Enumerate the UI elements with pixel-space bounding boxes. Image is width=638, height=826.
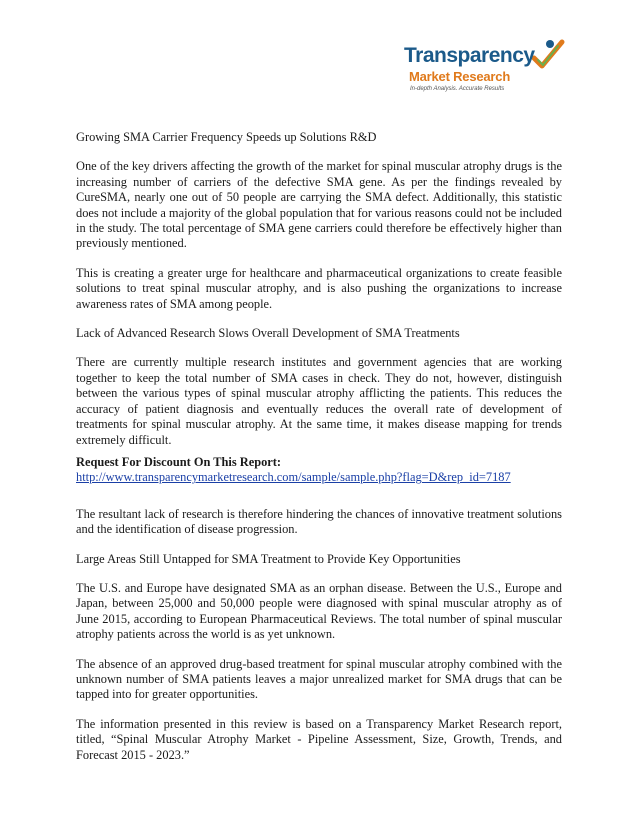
logo-tagline: In-depth Analysis. Accurate Results — [410, 86, 505, 92]
request-discount-link[interactable]: http://www.transparencymarketresearch.com/sample/sample.php?flag=D&rep_id=7187 — [76, 470, 511, 485]
paragraph-research-institutes: There are currently multiple research institutes and government agencies that are working together to keep the total number of SMA cases in check. They do not, however, distinguish between the various types of spinal muscular atrophy afflicting the patients. This reduces the accuracy of patient diagnosis and eventually reduces the overall rate of development of treatments for spinal muscular atrophy. At the same time, it makes disease mapping for trends extremely difficult. — [76, 355, 562, 447]
paragraph-key-drivers: One of the key drivers affecting the growth of the market for spinal muscular atrophy drugs is the increasing number of carriers of the defective SMA gene. As per the findings revealed by CureSMA, nearly one out of 50 people are carrying the SMA defect. Additionally, this statistic does not include a majority of the global population that for various reasons could not be included in the study. The total percentage of SMA gene carriers could therefore be effectively higher than previously mentioned. — [76, 159, 562, 251]
logo-brand-text: Transparency — [404, 44, 535, 67]
paragraph-report-info: The information presented in this review is based on a Transparency Market Research report, titled, “Spinal Muscular Atrophy Market - Pipeline Assessment, Size, Growth, Trends, and Forecast 2015 - 2023.” — [76, 716, 562, 762]
request-discount-block — [76, 455, 562, 486]
logo-subtitle-text: Market Research — [409, 69, 511, 84]
paragraph-orphan-disease: The U.S. and Europe have designated SMA as an orphan disease. Between the U.S., Europe and Japan, between 25,000 and 50,000 people were diagnosed with spinal muscular atrophy as of June 2015, according to European Pharmaceutical Reviews. The total number of spinal muscular atrophy patients across the world is as yet unknown. — [76, 580, 562, 642]
paragraph-resultant-lack: The resultant lack of research is therefore hindering the chances of innovative treatment solutions and the identification of disease progression. — [76, 506, 562, 537]
section-heading-carrier-frequency: Growing SMA Carrier Frequency Speeds up Solutions R&D — [76, 130, 377, 144]
document-body — [76, 130, 562, 777]
paragraph-urge-solutions: This is creating a greater urge for healthcare and pharmaceutical organizations to create feasible solutions to treat spinal muscular atrophy, and is also pushing the organizations to increase awareness rates of SMA among people. — [76, 265, 562, 311]
section-heading-lack-research: Lack of Advanced Research Slows Overall Development of SMA Treatments — [76, 326, 460, 341]
spacer — [76, 486, 562, 500]
section-heading-untapped-areas: Large Areas Still Untapped for SMA Treatment to Provide Key Opportunities — [76, 551, 461, 566]
company-logo — [400, 34, 570, 96]
request-discount-title: Request For Discount On This Report: — [76, 454, 282, 469]
paragraph-absence-treatment: The absence of an approved drug-based treatment for spinal muscular atrophy combined with the unknown number of SMA patients leaves a major unrealized market for SMA drugs that can be tapped into for greater opportunities. — [76, 656, 562, 702]
